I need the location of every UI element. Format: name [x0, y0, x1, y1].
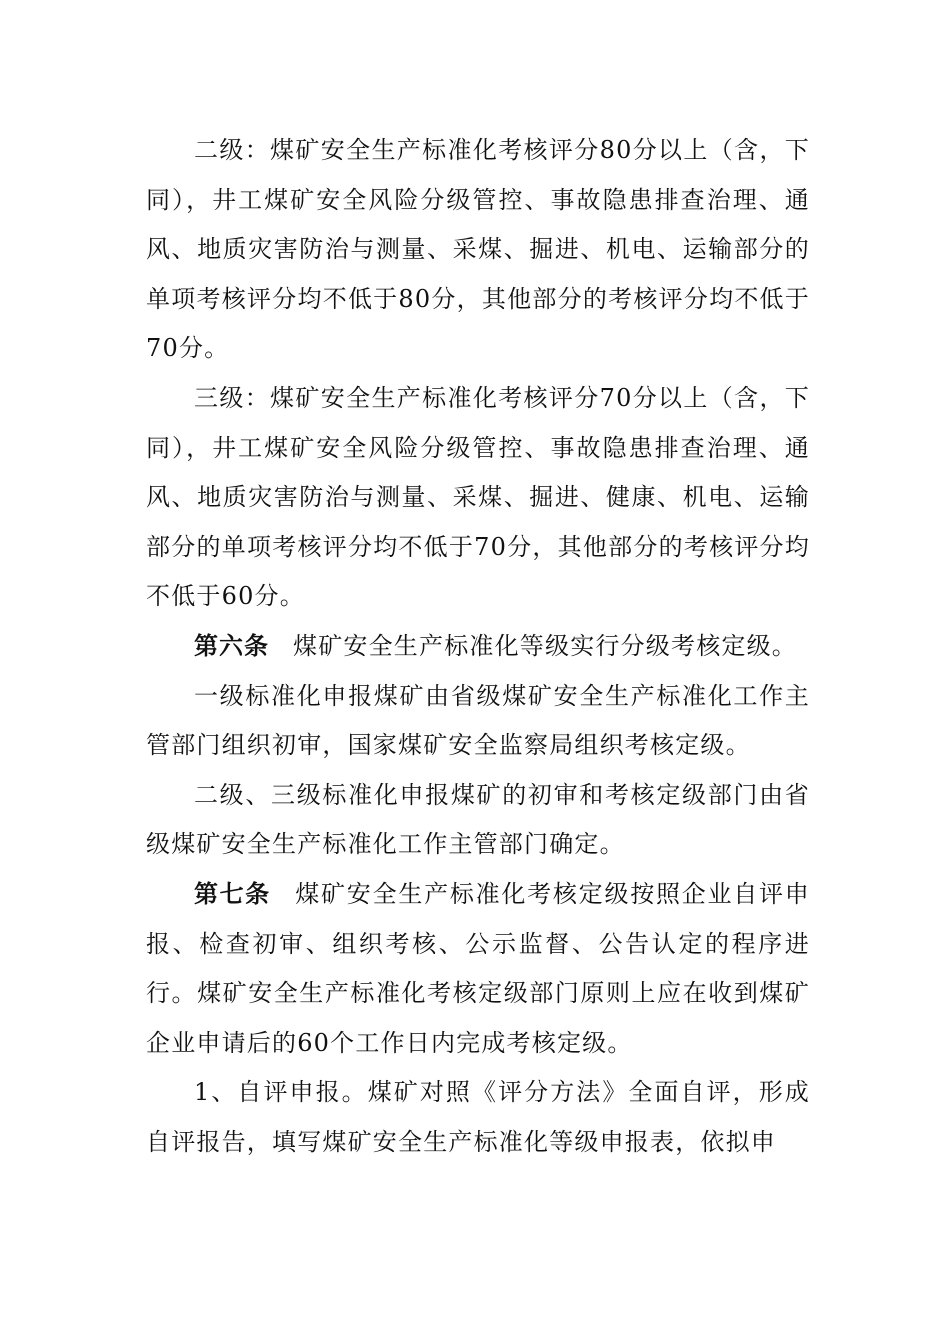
paragraph-text: 1、自评申报。煤矿对照《评分方法》全面自评，形成自评报告，填写煤矿安全生产标准化等级申报表，依拟申 — [146, 1078, 810, 1156]
paragraph-article-7 — [146, 870, 810, 1068]
article-heading: 第六条 — [194, 631, 269, 660]
paragraph-level-2 — [146, 126, 810, 374]
paragraph-text: 煤矿安全生产标准化考核定级按照企业自评申报、检查初审、组织考核、公示监督、公告认定的程序进行。煤矿安全生产标准化考核定级部门原则上应在收到煤矿企业申请后的60个工作日内完成考核定级。 — [146, 879, 811, 1057]
paragraph-text: 煤矿安全生产标准化等级实行分级考核定级。 — [293, 631, 797, 660]
paragraph-level-3 — [146, 374, 810, 622]
paragraph-text: 二级：煤矿安全生产标准化考核评分80分以上（含，下同），井工煤矿安全风险分级管控、事故隐患排查治理、通风、地质灾害防治与测量、采煤、掘进、机电、运输部分的单项考核评分均不低于80分，其他部分的考核评分均不低于70分。 — [146, 136, 810, 363]
paragraph-text: 三级：煤矿安全生产标准化考核评分70分以上（含，下同），井工煤矿安全风险分级管控、事故隐患排查治理、通风、地质灾害防治与测量、采煤、掘进、健康、机电、运输部分的单项考核评分均不低于70分，其他部分的考核评分均不低于60分。 — [146, 383, 810, 611]
article-heading: 第七条 — [194, 879, 271, 908]
paragraph-text: 二级、三级标准化申报煤矿的初审和考核定级部门由省级煤矿安全生产标准化工作主管部门确定。 — [146, 780, 810, 859]
document-body — [146, 126, 810, 1167]
paragraph-article-6 — [146, 622, 810, 672]
paragraph-text: 一级标准化申报煤矿由省级煤矿安全生产标准化工作主管部门组织初审，国家煤矿安全监察局组织考核定级。 — [146, 681, 810, 760]
paragraph-article-7-item-1 — [146, 1068, 810, 1167]
paragraph-article-6-p1 — [146, 672, 810, 771]
paragraph-article-6-p2 — [146, 771, 810, 870]
